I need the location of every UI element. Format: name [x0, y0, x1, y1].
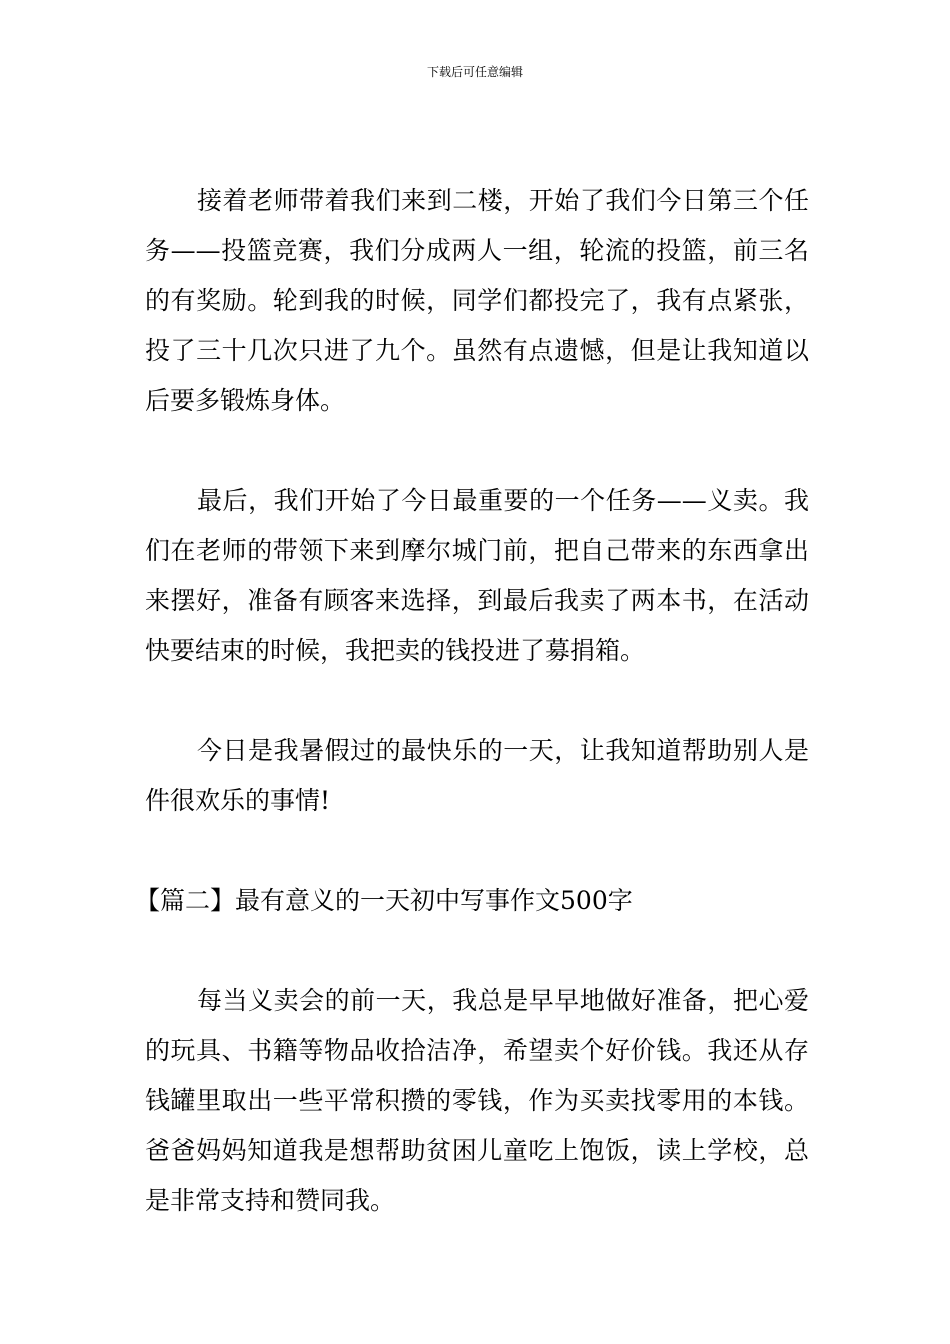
section-heading: 【篇二】最有意义的一天初中写事作文500字: [135, 886, 633, 915]
paragraph-gap: [145, 926, 809, 976]
paragraph-basketball: 接着老师带着我们来到二楼，开始了我们今日第三个任务——投篮竞赛，我们分成两人一组，轮流的投篮，前三名的有奖励。轮到我的时候，同学们都投完了，我有点紧张，投了三十几次只进了九个。虽然有点遗憾，但是让我知道以后要多锻炼身体。: [145, 186, 809, 415]
paragraph-gap: [145, 426, 809, 476]
paragraph-charity-sale: 最后，我们开始了今日最重要的一个任务——义卖。我们在老师的带领下来到摩尔城门前，把自己带来的东西拿出来摆好，准备有顾客来选择，到最后我卖了两本书，在活动快要结束的时候，我把卖的钱投进了募捐箱。: [145, 486, 809, 665]
page-header: 下载后可任意编辑: [426, 65, 523, 79]
paragraph-preparation: 每当义卖会的前一天，我总是早早地做好准备，把心爱的玩具、书籍等物品收拾洁净，希望卖个好价钱。我还从存钱罐里取出一些平常积攒的零钱，作为买卖找零用的本钱。爸爸妈妈知道我是想帮助贫困儿童吃上饱饭，读上学校，总是非常支持和赞同我。: [145, 986, 809, 1215]
paragraph-gap: [145, 826, 809, 876]
paragraph-conclusion: 今日是我暑假过的最快乐的一天，让我知道帮助别人是件很欢乐的事情!: [145, 736, 809, 815]
paragraph-gap: [145, 676, 809, 726]
document-body: [135, 176, 809, 1226]
